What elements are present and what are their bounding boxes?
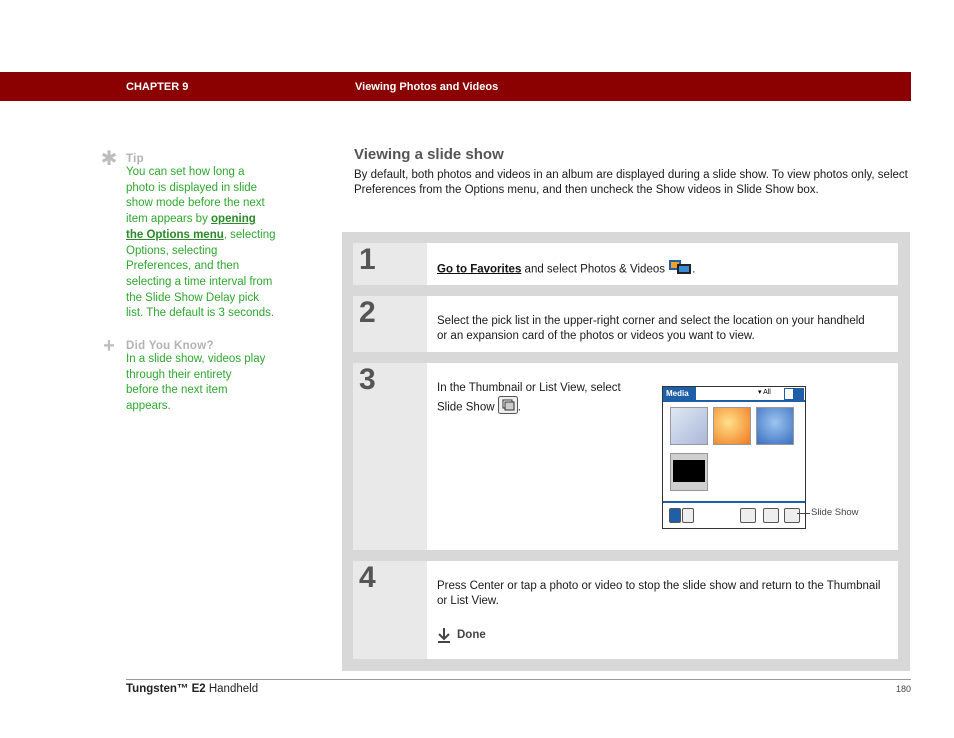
mail-button[interactable]	[740, 508, 756, 523]
footer-rule	[126, 679, 911, 680]
media-screenshot	[662, 386, 806, 529]
go-to-favorites-link[interactable]: Go to Favorites	[437, 263, 522, 276]
step-2	[353, 296, 898, 352]
photo-thumbnail[interactable]	[756, 407, 794, 445]
asterisk-icon: ✱	[100, 148, 118, 170]
step-number: 3	[359, 363, 376, 396]
photo-thumbnail[interactable]	[713, 407, 751, 445]
did-you-know-label: Did You Know?	[126, 340, 214, 353]
step-number-cell	[353, 243, 427, 285]
step-1	[353, 243, 898, 285]
photo-thumbnail[interactable]	[670, 407, 708, 445]
step-1-end: .	[692, 263, 696, 276]
step-text: Select the pick list in the upper-right corner and select the location on your handheld or an expansion card of the photos or videos you want to view.	[437, 315, 865, 342]
chapter-label: CHAPTER 9	[126, 81, 189, 93]
media-app-title: Media	[663, 387, 696, 400]
step-3-end: .	[517, 400, 521, 413]
step-text	[437, 381, 627, 418]
chapter-header	[0, 72, 911, 101]
step-number-cell	[353, 363, 427, 550]
slide-show-callout: Slide Show	[811, 507, 859, 518]
step-3	[353, 363, 898, 550]
list-view-icon[interactable]	[784, 388, 794, 400]
details-button[interactable]	[763, 508, 779, 523]
step-3-text: In the Thumbnail or List View, select Slide Show	[437, 382, 621, 413]
title-underline	[663, 400, 805, 402]
sidebar	[100, 150, 280, 431]
down-arrow-icon	[437, 627, 451, 643]
step-text: Press Center or tap a photo or video to stop the slide show and return to the Thumbnail or List View.	[437, 580, 881, 607]
plus-icon: +	[103, 335, 115, 358]
product-name: Tungsten™ E2	[126, 683, 206, 695]
step-1-text: and select Photos & Videos	[521, 263, 665, 276]
options-menu-link[interactable]: opening the Options menu	[126, 213, 256, 241]
done-indicator	[437, 627, 486, 643]
video-thumbnail[interactable]	[670, 453, 708, 491]
tip-text-after: , selecting Options, selecting Preferences, and then selecting a time interval from the Slide Show Delay pick list. The default is 3 seconds.	[126, 228, 276, 320]
step-number-cell	[353, 296, 427, 352]
thumbnail-view-button[interactable]	[669, 508, 681, 523]
product-suffix: Handheld	[205, 683, 259, 695]
section-title: Viewing a slide show	[354, 146, 504, 163]
list-view-button[interactable]	[682, 508, 694, 523]
toolbar-divider	[663, 501, 805, 503]
step-number: 1	[359, 243, 376, 276]
picklist-value: All	[763, 389, 771, 396]
card-icon[interactable]	[794, 388, 804, 400]
footer-product	[126, 683, 258, 695]
callout-line	[797, 513, 810, 514]
tip-text	[126, 165, 276, 322]
tip-label: Tip	[126, 153, 144, 165]
page-number: 180	[895, 684, 911, 694]
photos-videos-icon	[668, 259, 692, 280]
step-4	[353, 561, 898, 659]
step-text	[437, 259, 695, 280]
tip-text-before: You can set how long a photo is displayed in slide show mode before the next item appears by	[126, 166, 265, 226]
step-number-cell	[353, 561, 427, 659]
step-number: 4	[359, 561, 376, 594]
slide-show-icon	[498, 396, 518, 419]
did-you-know-block	[100, 335, 280, 415]
chapter-title: Viewing Photos and Videos	[355, 81, 499, 93]
intro-paragraph: By default, both photos and videos in an album are displayed during a slide show. To view photos only, select Preferences from the Options menu, and then uncheck the Show videos in Slide Show box.	[354, 169, 908, 196]
category-picklist[interactable]: ▾ All	[758, 389, 771, 396]
done-label: Done	[457, 629, 486, 642]
step-number: 2	[359, 296, 376, 329]
tip-block	[100, 148, 280, 322]
slide-show-button[interactable]	[784, 508, 800, 523]
did-you-know-text: In a slide show, videos play through their entirety before the next item appears.	[126, 353, 266, 413]
